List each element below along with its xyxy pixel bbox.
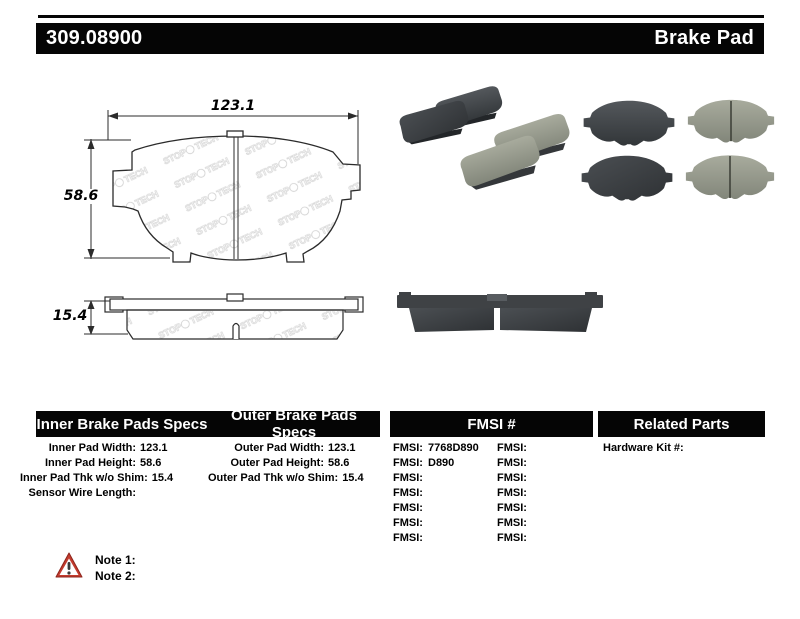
table-row [497, 471, 587, 486]
fmsi-value: D890 [428, 457, 455, 469]
table-row [603, 441, 684, 456]
pads-perspective-photo [398, 85, 574, 192]
table-row [497, 501, 587, 516]
table-row [393, 501, 493, 516]
fmsi-value: 7768D890 [428, 442, 479, 454]
top-rule [38, 15, 764, 18]
fmsi-value [426, 486, 428, 501]
related-parts-header-bar [598, 411, 765, 437]
front-view-drawing [113, 131, 360, 262]
note-line: Note 2: [95, 569, 136, 583]
related-parts-table [603, 441, 684, 456]
fmsi-value [426, 501, 428, 516]
table-row [393, 516, 493, 531]
table-row [497, 486, 587, 501]
fmsi-label: FMSI: [497, 442, 527, 454]
fmsi-label: FMSI: [393, 487, 423, 499]
fmsi-label: FMSI: [393, 457, 423, 469]
fmsi-label: FMSI: [497, 487, 527, 499]
fmsi-label: FMSI: [393, 502, 423, 514]
spec-value [136, 486, 186, 501]
table-row [208, 456, 374, 471]
pad-edge-photo [397, 292, 603, 332]
fmsi-value [530, 501, 532, 516]
spec-value: 58.6 [328, 457, 350, 469]
table-row [393, 471, 493, 486]
fmsi-label: FMSI: [393, 442, 423, 454]
table-row [208, 471, 374, 486]
fmsi-value [426, 471, 428, 486]
related-parts-title: Related Parts [633, 415, 730, 433]
fmsi-value [530, 456, 532, 471]
table-row [20, 471, 186, 486]
table-row [393, 531, 493, 546]
fmsi-value [530, 531, 532, 546]
table-row [497, 456, 587, 471]
spec-value: 123.1 [140, 442, 168, 454]
outer-specs-title: Outer Brake Pads Specs [231, 407, 357, 441]
width-dimension-label: 123.1 [200, 99, 266, 114]
table-row [20, 456, 186, 471]
fmsi-header-bar [390, 411, 593, 437]
table-row [393, 486, 493, 501]
inner-specs-title: Inner Brake Pads Specs [36, 415, 208, 433]
fmsi-label: FMSI: [497, 457, 527, 469]
spec-value: 15.4 [342, 472, 364, 484]
fmsi-table-col1 [393, 441, 493, 546]
spec-value: 58.6 [140, 457, 162, 469]
fmsi-value [530, 486, 532, 501]
fmsi-value [426, 531, 428, 546]
fmsi-title: FMSI # [467, 415, 516, 433]
specs-header-bar [36, 407, 380, 441]
outer-specs-table [208, 441, 374, 486]
notes-block [95, 552, 136, 584]
spec-label: Sensor Wire Length: [28, 487, 136, 499]
spec-label: Outer Pad Width: [234, 442, 324, 454]
pads-flat-photo [582, 100, 774, 201]
fmsi-value [530, 516, 532, 531]
spec-label: Outer Pad Thk w/o Shim: [208, 472, 339, 484]
title-bar [36, 23, 764, 54]
table-row [497, 441, 587, 456]
fmsi-table-col2 [497, 441, 587, 546]
spec-value: 123.1 [328, 442, 356, 454]
table-row [497, 531, 587, 546]
height-dimension-label: 58.6 [58, 189, 104, 204]
fmsi-label: FMSI: [393, 517, 423, 529]
spec-label: Inner Pad Thk w/o Shim: [20, 472, 148, 484]
fmsi-label: FMSI: [497, 532, 527, 544]
table-row [393, 441, 493, 456]
warning-icon [54, 551, 84, 581]
table-row [208, 441, 374, 456]
table-row [497, 516, 587, 531]
thickness-dimension-label: 15.4 [50, 309, 90, 324]
table-row [20, 486, 186, 501]
spec-label: Outer Pad Height: [230, 457, 324, 469]
fmsi-value [530, 441, 532, 456]
part-number: 309.08900 [46, 27, 143, 49]
spec-label: Inner Pad Height: [44, 457, 136, 469]
fmsi-value [530, 471, 532, 486]
inner-specs-table [20, 441, 186, 501]
fmsi-label: FMSI: [393, 532, 423, 544]
spec-value: 15.4 [151, 472, 174, 484]
fmsi-label: FMSI: [393, 472, 423, 484]
side-view-drawing [105, 294, 363, 339]
fmsi-label: FMSI: [497, 517, 527, 529]
fmsi-value [426, 516, 428, 531]
fmsi-label: FMSI: [497, 472, 527, 484]
related-part-label: Hardware Kit #: [603, 442, 684, 454]
note-line: Note 1: [95, 553, 136, 567]
table-row [20, 441, 186, 456]
table-row [393, 456, 493, 471]
fmsi-label: FMSI: [497, 502, 527, 514]
spec-label: Inner Pad Width: [48, 442, 136, 454]
product-type: Brake Pad [654, 27, 754, 49]
